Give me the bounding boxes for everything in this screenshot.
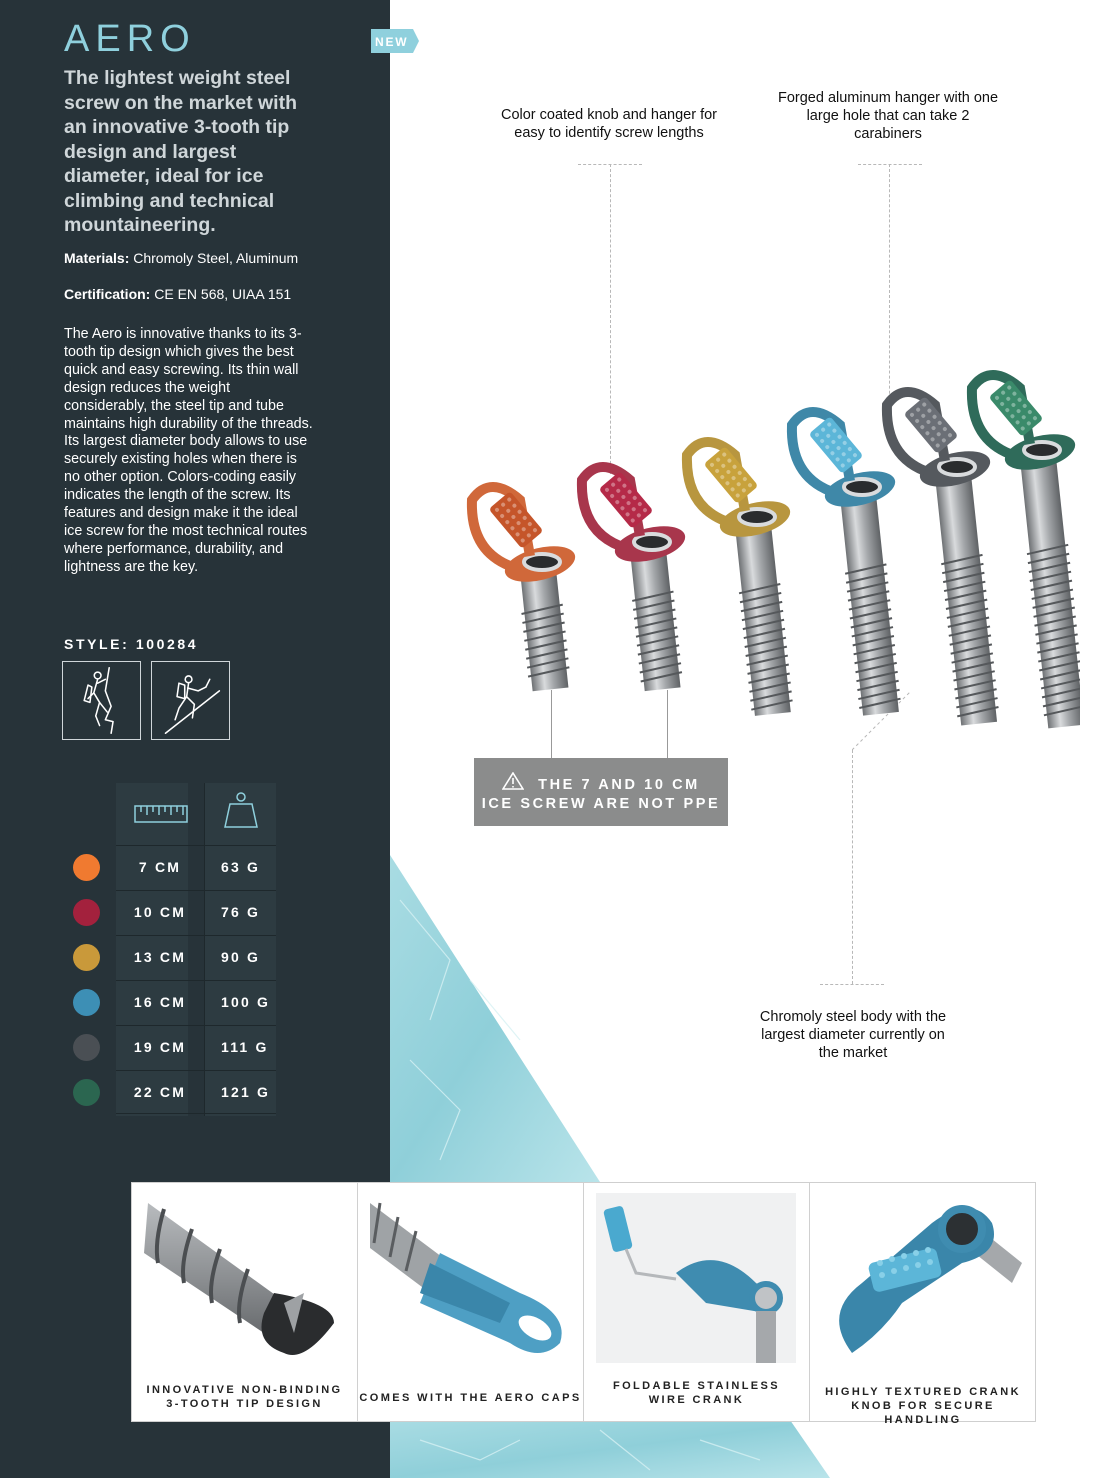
- leader-hanger-cap: [858, 164, 922, 165]
- color-swatch: [73, 899, 100, 926]
- color-swatch: [73, 1079, 100, 1106]
- table-row-divider: [116, 1113, 276, 1114]
- length-cell: 13 CM: [133, 949, 187, 965]
- table-row-divider: [116, 935, 276, 936]
- materials-line: [64, 249, 314, 267]
- product-tagline: The lightest weight steel screw on the market with an innovative 3-tooth tip design and largest diameter, ideal for ice climbing and technical mountaineering.: [64, 67, 297, 236]
- ice-screw: [887, 392, 999, 726]
- length-cell: 22 CM: [133, 1084, 187, 1100]
- materials-value: Chromoly Steel, Aluminum: [133, 250, 299, 266]
- table-row-divider: [116, 890, 276, 891]
- feature-tip: [132, 1183, 358, 1421]
- weight-icon: [222, 790, 260, 830]
- screws-illustration: [400, 360, 1080, 750]
- feature-crank-label2: WIRE CRANK: [648, 1394, 745, 1406]
- leader-body-cap: [820, 984, 884, 985]
- ice-screw: [582, 467, 689, 691]
- product-title: AERO: [64, 18, 196, 60]
- warning-line2: ICE SCREW ARE NOT PPE: [481, 796, 721, 812]
- ice-screw: [792, 412, 901, 716]
- knob-image: [822, 1193, 1022, 1363]
- table-row-divider: [116, 980, 276, 981]
- callout-hanger: Forged aluminum hanger with one large hole that can take 2 carabiners: [777, 90, 999, 142]
- certification-line: [64, 285, 314, 303]
- weight-cell: 76 G: [221, 904, 261, 920]
- crank-image: [596, 1193, 796, 1363]
- style-number: STYLE: 100284: [64, 636, 199, 652]
- callout-body: Chromoly steel body with the largest diameter currently on the market: [759, 1009, 947, 1061]
- length-cell: 7 CM: [138, 859, 182, 875]
- ice-climbing-icon: [62, 661, 141, 740]
- weight-cell: 90 G: [221, 949, 261, 965]
- feature-crank: [584, 1183, 810, 1421]
- color-swatch: [73, 854, 100, 881]
- materials-label: Materials:: [64, 250, 130, 266]
- callout-knob: Color coated knob and hanger for easy to identify screw lengths: [500, 107, 718, 141]
- length-cell: 10 CM: [133, 904, 187, 920]
- weight-cell: 63 G: [221, 859, 261, 875]
- table-row-divider: [116, 1025, 276, 1026]
- ruler-icon: [133, 800, 189, 828]
- feature-tip-label2: 3-TOOTH TIP DESIGN: [166, 1398, 323, 1410]
- warning-box: [474, 758, 728, 826]
- weight-cell: 100 G: [221, 994, 271, 1010]
- feature-knob-label2: KNOB FOR SECURE HANDLING: [851, 1400, 995, 1426]
- table-column-divider: [204, 783, 205, 1116]
- color-swatch: [73, 989, 100, 1016]
- length-cell: 16 CM: [133, 994, 187, 1010]
- feature-crank-label1: FOLDABLE STAINLESS: [612, 1380, 781, 1392]
- caps-image: [370, 1193, 570, 1363]
- product-description: The Aero is innovative thanks to its 3-tooth tip design which gives the best quick and easy screwing. Its thin wall design reduces the weight considerably, the steel tip and tube maintains high durability of the threads. Its largest diameter body allows to use securely existing holes when there is no other option. Colors-coding easily indicates the length of the screw. Its features and design make it the ideal ice screw for the most technical routes where performance, durability, and lightness are the key.: [64, 326, 313, 575]
- new-badge: [371, 29, 419, 53]
- color-swatch: [73, 1034, 100, 1061]
- feature-caps-label1: COMES WITH THE AERO CAPS: [359, 1392, 582, 1404]
- certification-value: CE EN 568, UIAA 151: [154, 286, 292, 302]
- mountaineering-icon: [151, 661, 230, 740]
- length-cell: 19 CM: [133, 1039, 187, 1055]
- leader-body: [852, 750, 853, 984]
- features-strip: [131, 1182, 1036, 1426]
- new-badge-text: NEW: [375, 35, 409, 49]
- feature-knob: [810, 1183, 1036, 1426]
- warning-icon: [502, 772, 524, 795]
- table-row-divider: [116, 1070, 276, 1071]
- feature-caps: [358, 1183, 584, 1421]
- color-swatch: [73, 944, 100, 971]
- ice-screw: [687, 442, 794, 716]
- warning-line1: THE 7 AND 10 CM: [538, 777, 700, 793]
- feature-knob-label1: HIGHLY TEXTURED CRANK: [825, 1386, 1021, 1398]
- weight-cell: 111 G: [221, 1039, 269, 1055]
- feature-tip-label1: INNOVATIVE NON-BINDING: [146, 1384, 343, 1396]
- certification-label: Certification:: [64, 286, 151, 302]
- weight-cell: 121 G: [221, 1084, 271, 1100]
- ice-screw: [472, 487, 579, 691]
- table-row-divider: [116, 845, 276, 846]
- tip-image: [144, 1193, 344, 1363]
